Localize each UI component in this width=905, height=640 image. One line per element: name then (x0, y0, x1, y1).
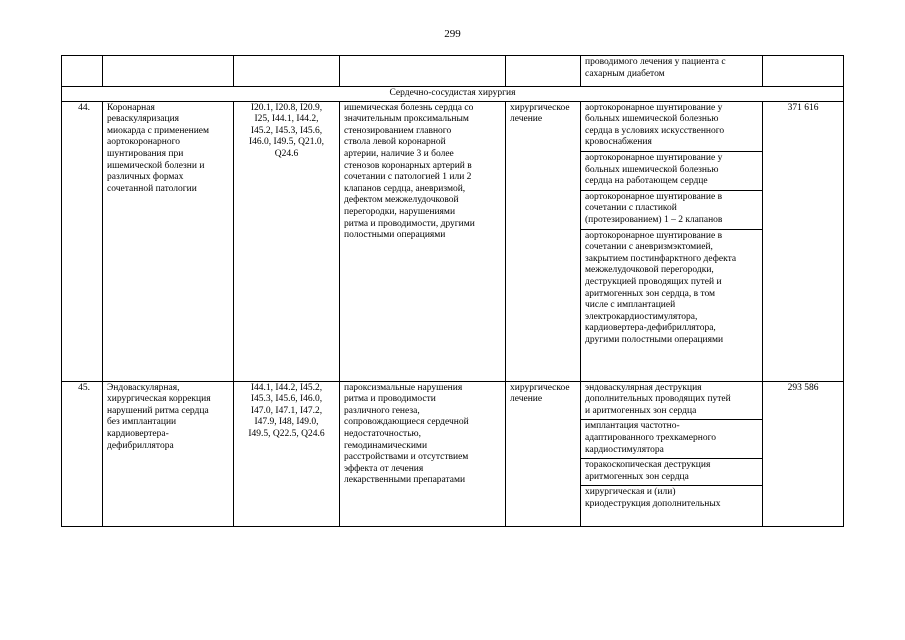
icd-codes: I44.1, I44.2, I45.2, I45.3, I45.6, I46.0, I47.0, I47.1, I47.2, I47.9, I48, I49.0, I49.5, Q22.5, Q24.6 (234, 381, 340, 526)
treatment-type: хирургическое лечение (506, 101, 581, 381)
cost-value: 293 586 (763, 381, 844, 526)
table-row (62, 381, 844, 526)
cell-model (340, 56, 506, 87)
method-item: аортокоронарное шунтирование в сочетании с аневризмэктомией, закрытием постинфарктного дефекта межжелудочковой перегородки, деструкцией проводящих путей и аритмогенных зон сердца, в том числе с имплантацией электрокардиостимулятора, кардиовертера-дефибриллятора, другими полостными операциями (585, 230, 737, 345)
patient-model: пароксизмальные нарушения ритма и проводимости различного генеза, сопровождающиеся сердечной недостаточностью, гемодинамическими расстройствами и отсутствием эффекта от лечения лекарственными препаратами (340, 381, 506, 526)
cell-number (62, 56, 103, 87)
continuation-row (62, 56, 844, 87)
cell-cost (763, 56, 844, 87)
method-item: аортокоронарное шунтирование у больных ишемической болезнью сердца на работающем сердце (581, 152, 762, 191)
page-number: 299 (444, 28, 461, 40)
row-number: 44. (78, 102, 90, 113)
row-number: 45. (78, 382, 90, 393)
method-item: аортокоронарное шунтирование в сочетании с пластикой (протезированием) 1 – 2 клапанов (581, 191, 762, 230)
section-title: Сердечно-сосудистая хирургия (62, 87, 844, 102)
treatment-methods (581, 381, 763, 526)
treatment-type: хирургическое лечение (506, 381, 581, 526)
section-header-row (62, 87, 844, 102)
care-type-name: Коронарная реваскуляризация миокарда с применением аортокоронарного шунтирования при ишемической болезни и различных формах сочетанной патологии (103, 101, 234, 381)
cell-treatment (506, 56, 581, 87)
method-item: эндоваскулярная деструкция дополнительных проводящих путей и аритмогенных зон сердца (581, 382, 762, 421)
method-item: торакоскопическая деструкция аритмогенных зон сердца (581, 459, 762, 486)
cell-codes (234, 56, 340, 87)
row-number-cell (62, 101, 103, 381)
patient-model: ишемическая болезнь сердца со значительным проксимальным стенозированием главного ствола левой коронарной артерии, наличие 3 и более стенозов коронарных артерий в сочетании с патологией 1 или 2 клапанов сердца, аневризмой, дефектом межжелудочковой перегородки, нарушениями ритма и проводимости, другими полостными операциями (340, 101, 506, 381)
treatment-methods (581, 101, 763, 381)
row-number-cell (62, 381, 103, 526)
cost-value: 371 616 (763, 101, 844, 381)
cell-method: проводимого лечения у пациента с сахарным диабетом (581, 56, 763, 87)
icd-codes: I20.1, I20.8, I20.9, I25, I44.1, I44.2, I45.2, I45.3, I45.6, I46.0, I49.5, Q21.0, Q24.6 (234, 101, 340, 381)
method-item: имплантация частотно- адаптированного трехкамерного кардиостимулятора (581, 420, 762, 459)
cell-name (103, 56, 234, 87)
care-type-name: Эндоваскулярная, хирургическая коррекция нарушений ритма сердца без имплантации кардиовертера- дефибриллятора (103, 381, 234, 526)
medical-care-table (61, 55, 844, 527)
method-item: хирургическая и (или) криодеструкция дополнительных (585, 487, 721, 509)
table-row (62, 101, 844, 381)
method-item: аортокоронарное шунтирование у больных ишемической болезнью сердца в условиях искусственного кровоснабжения (581, 102, 762, 152)
